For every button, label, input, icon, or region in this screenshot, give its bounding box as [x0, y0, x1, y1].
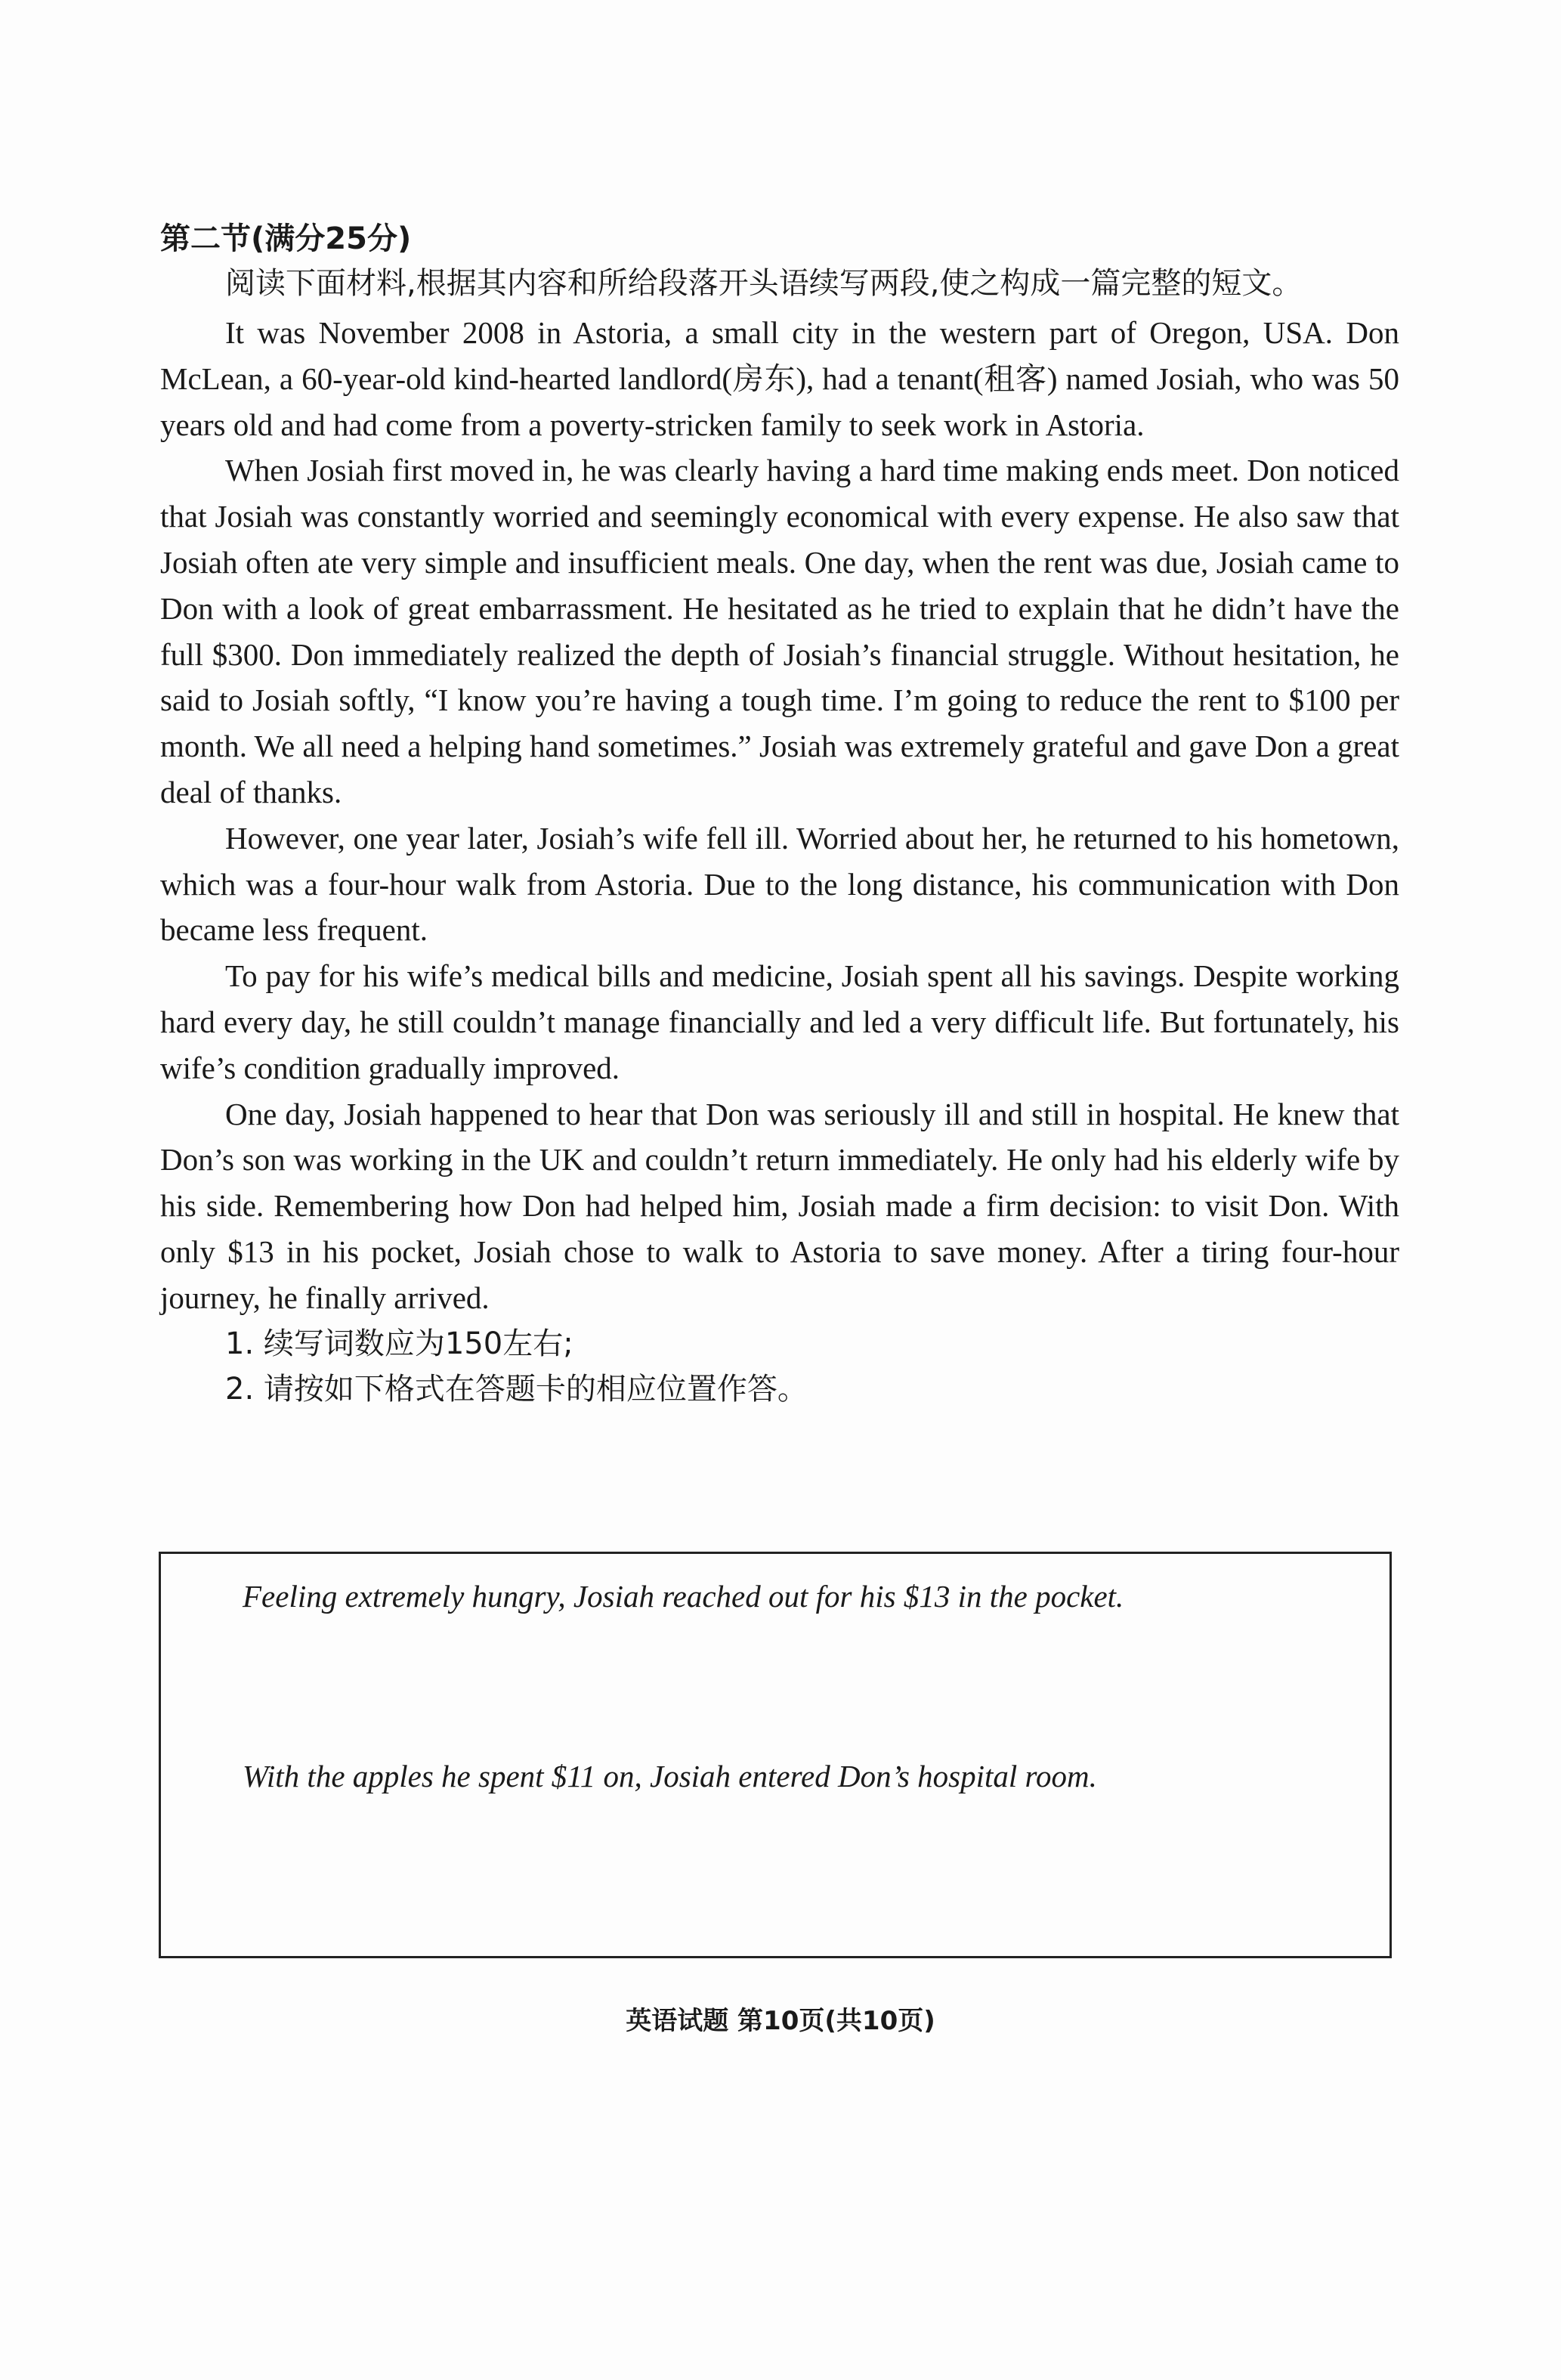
section-instruction: 阅读下面材料,根据其内容和所给段落开头语续写两段,使之构成一篇完整的短文。 — [225, 266, 1303, 301]
reading-passage — [160, 310, 1399, 1321]
passage-paragraph: When Josiah first moved in, he was clearly having a hard time making ends meet. Don noticed that Josiah was constantly worried and seemingly economical with every expense. He also saw that Josiah often ate very simple and insufficient meals. One day, when the rent was due, Josiah came to Don with a look of great embarrassment. He hesitated as he tried to explain that he didn’t have the full $300. Don immediately realized the depth of Josiah’s financial struggle. Without hesitation, he said to Josiah softly, “I know you’re having a tough time. I’m going to reduce the rent to $100 per month. We all need a helping hand sometimes.” Josiah was extremely grateful and gave Don a great deal of thanks. — [160, 453, 1399, 809]
passage-paragraph: To pay for his wife’s medical bills and medicine, Josiah spent all his savings. Despite working hard every day, he still couldn’t manage financially and led a very difficult life. But fortunately, his wife’s condition gradually improved. — [160, 958, 1399, 1085]
passage-paragraph: One day, Josiah happened to hear that Don was seriously ill and still in hospital. He knew that Don’s son was working in the UK and couldn’t return immediately. He only had his elderly wife by his side. Remembering how Don had helped him, Josiah made a firm decision: to visit Don. With only $13 in his pocket, Josiah chose to walk to Astoria to save money. After a tiring four-hour journey, he finally arrived. — [160, 1096, 1399, 1315]
section-title: 第二节(满分25分) — [160, 221, 412, 256]
requirement-item: 2. 请按如下格式在答题卡的相应位置作答。 — [225, 1371, 808, 1407]
writing-requirements — [160, 1321, 1399, 1412]
answer-box — [159, 1552, 1392, 1958]
paragraph-starter-1: Feeling extremely hungry, Josiah reached out for his $13 in the pocket. — [243, 1579, 1124, 1614]
paragraph-starter-2: With the apples he spent $11 on, Josiah entered Don’s hospital room. — [243, 1759, 1097, 1794]
section-content — [160, 218, 1399, 1412]
requirement-item: 1. 续写词数应为150左右; — [225, 1326, 573, 1361]
passage-paragraph: However, one year later, Josiah’s wife fell ill. Worried about her, he returned to his hometown, which was a four-hour walk from Astoria. Due to the long distance, his communication with Don became less frequent. — [160, 820, 1399, 948]
passage-paragraph: It was November 2008 in Astoria, a small city in the western part of Oregon, USA. Don McLean, a 60-year-old kind-hearted landlord(房东), had a tenant(租客) named Josiah, who was 50 years old and had come from a poverty-stricken family to seek work in Astoria. — [160, 315, 1399, 442]
page-footer: 英语试题 第10页(共10页) — [626, 2006, 935, 2036]
